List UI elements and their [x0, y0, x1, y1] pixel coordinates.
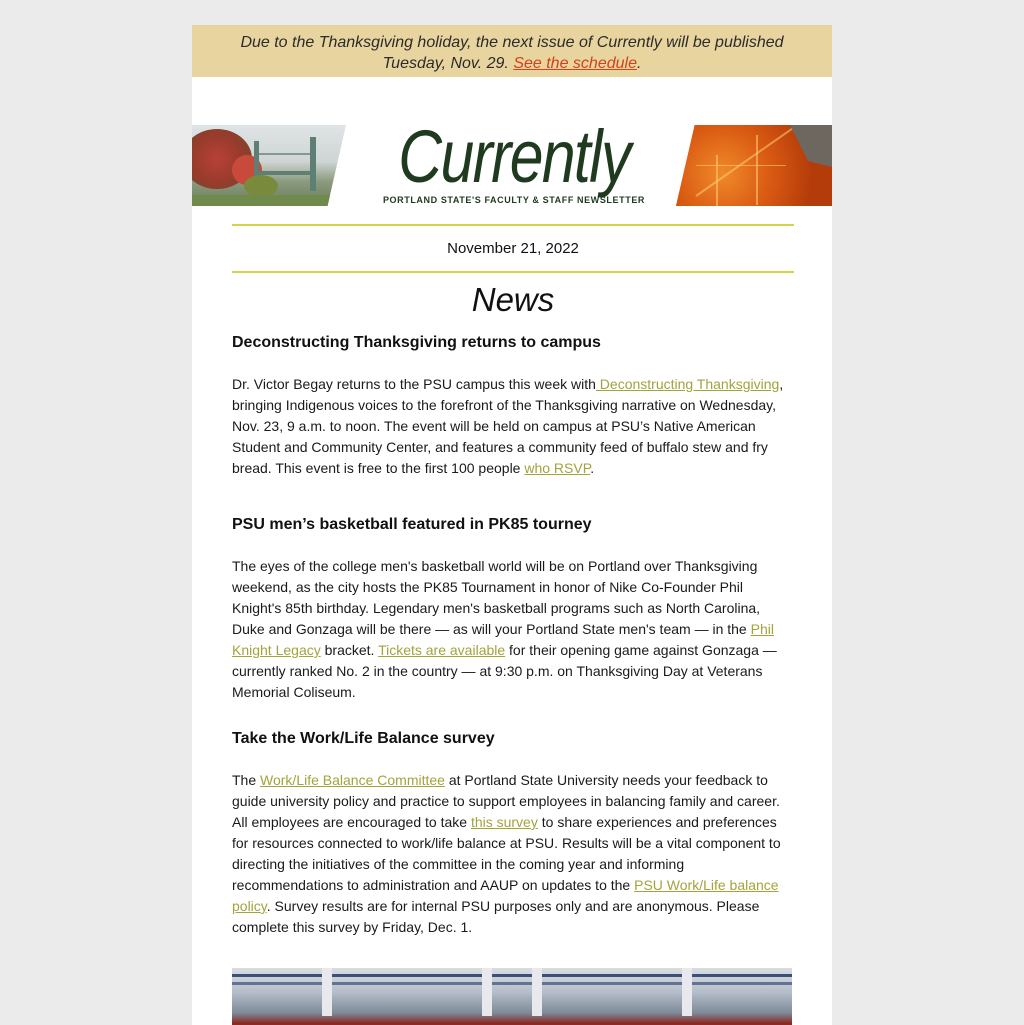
article-link[interactable]: Tickets are available: [378, 642, 506, 658]
notice-text: Due to the Thanksgiving holiday, the next issue of Currently will be published Tuesday, Nov. 29.: [240, 34, 784, 72]
article-text: Dr. Victor Begay returns to the PSU campus this week with: [232, 376, 596, 392]
issue-date: November 21, 2022: [447, 240, 579, 257]
article-link[interactable]: this survey: [470, 814, 538, 830]
masthead: [192, 115, 832, 207]
article-text: , bringing Indigenous voices to the forefront of the Thanksgiving narrative on Wednesday, Nov. 23, 9 a.m. to noon. The event will be held on campus at PSU’s Native American Student and Community Center, and features a community feed of buffalo stew and fry bread. This event is free to the first 100 people: [232, 376, 784, 476]
article-link[interactable]: who RSVP: [524, 460, 591, 476]
article-link[interactable]: Deconstructing Thanksgiving: [595, 376, 780, 392]
article-text: at Portland State University needs your feedback to guide university policy and practice to support employees in balancing family and career. All employees are encouraged to take: [232, 772, 780, 830]
article-title: Take the Work/Life Balance survey: [232, 730, 495, 747]
article-body: [232, 770, 792, 938]
autumn-leaf-photo: [676, 125, 832, 206]
logo-tagline: PORTLAND STATE'S FACULTY & STAFF NEWSLETTER: [382, 195, 646, 205]
article: [232, 515, 792, 703]
article-body: [232, 556, 792, 703]
article-link[interactable]: Phil Knight Legacy: [232, 621, 774, 658]
article-text: The eyes of the college men's basketball world will be on Portland over Thanksgiving weekend, as the city hosts the PK85 Tournament in honor of Nike Co-Founder Phil Knight's 85th birthday. Legendary men's basketball programs such as North Carolina, Duke and Gonzaga will be there — as will your Portland State men's team — in the: [232, 558, 761, 637]
article-body: [232, 374, 792, 479]
schedule-link[interactable]: See the schedule: [513, 55, 637, 72]
article-text: to share experiences and preferences for resources connected to work/life balance at PSU. Results will be a vital component to directing the initiatives of the committee in the coming year and informing recommendations to administration and AAUP on updates to the: [232, 814, 781, 893]
article-link[interactable]: PSU Work/Life balance policy: [232, 877, 779, 914]
article-text: . Survey results are for internal PSU purposes only and are anonymous. Please complete this survey by Friday, Dec. 1.: [232, 898, 760, 935]
article: [232, 729, 792, 938]
section-title: News: [471, 281, 555, 318]
article-link[interactable]: Work/Life Balance Committee: [260, 772, 445, 788]
currently-logo: Currently: [398, 115, 630, 198]
arena-photo: [232, 968, 792, 1025]
article-text: for their opening game against Gonzaga — currently ranked No. 2 in the country — at 9:30 p.m. on Thanksgiving Day at Veterans Memorial Coliseum.: [232, 642, 777, 700]
article-text: .: [590, 460, 595, 476]
article-title: Deconstructing Thanksgiving returns to campus: [232, 334, 601, 351]
article-text: The: [232, 772, 261, 788]
newsletter-page: [192, 25, 832, 1025]
divider-top: [232, 224, 794, 226]
article-title: PSU men’s basketball featured in PK85 tourney: [232, 516, 592, 533]
bridge-photo: [192, 125, 346, 206]
holiday-notice-banner: [192, 25, 832, 77]
divider-bottom: [232, 271, 794, 273]
notice-period: .: [636, 55, 642, 72]
article-text: bracket.: [320, 642, 379, 658]
article: [232, 333, 792, 479]
